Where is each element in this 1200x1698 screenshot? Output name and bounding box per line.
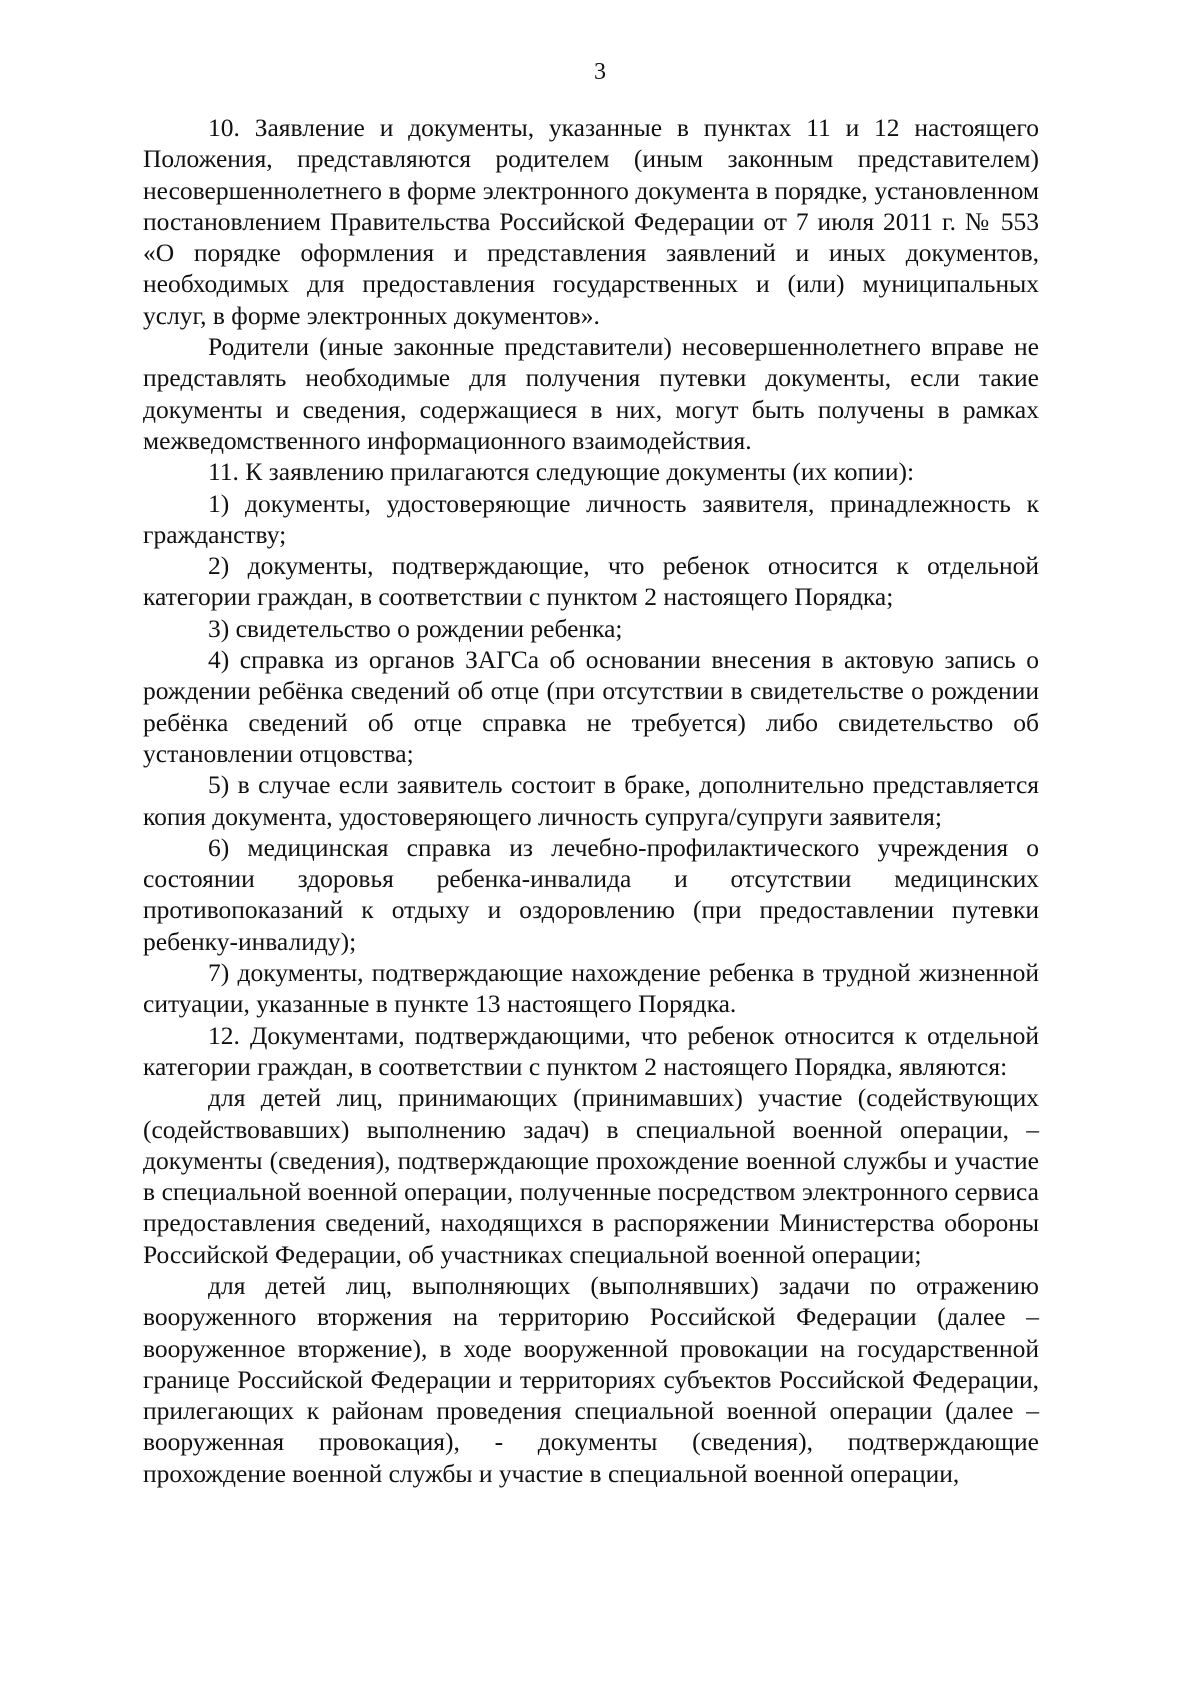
list-item-11-7: 7) документы, подтверждающие нахождение ребенка в трудной жизненной ситуации, указанные в пункте 13 настоящего Порядка. [143,958,1039,1019]
paragraph-10: 10. Заявление и документы, указанные в пунктах 11 и 12 настоящего Положения, представляются родителем (иным законным представителем) несовершеннолетнего в форме электронного документа в порядке, установленном постановлением Правительства Российской Федерации от 7 июля 2011 г. № 553 «О порядке оформления и представления заявлений и иных документов, необходимых для предоставления государственных и (или) муниципальных услуг, в форме электронных документов». [143,113,1039,330]
list-item-11-2: 2) документы, подтверждающие, что ребенок относится к отдельной категории граждан, в соответствии с пунктом 2 настоящего Порядка; [143,551,1039,612]
list-item-11-4: 4) справка из органов ЗАГСа об основании внесения в актовую запись о рождении ребёнка сведений об отце (при отсутствии в свидетельстве о рождении ребёнка сведений об отце справка не требуется) либо свидетельство об установлении отцовства; [143,645,1039,768]
paragraph-12: 12. Документами, подтверждающими, что ребенок относится к отдельной категории граждан, в соответствии с пунктом 2 настоящего Порядка, являются: [143,1020,1039,1081]
page-number: 3 [594,59,606,85]
list-item-11-5: 5) в случае если заявитель состоит в браке, дополнительно представляется копия документа, удостоверяющего личность супруга/супруги заявителя; [143,770,1039,831]
list-item-11-3: 3) свидетельство о рождении ребенка; [208,613,623,643]
paragraph-11: 11. К заявлению прилагаются следующие документы (их копии): [208,457,915,487]
paragraph-parents-right: Родители (иные законные представители) несовершеннолетнего вправе не представлять необходимые для получения путевки документы, если такие документы и сведения, содержащиеся в них, могут быть получены в рамках межведомственного информационного взаимодействия. [143,332,1039,455]
list-item-11-6: 6) медицинская справка из лечебно-профилактического учреждения о состоянии здоровья ребенка-инвалида и отсутствии медицинских противопоказаний к отдыху и оздоровлению (при предоставлении путевки ребенку-инвалиду); [143,832,1039,956]
document-body [143,112,1039,1489]
list-item-11-1: 1) документы, удостоверяющие личность заявителя, принадлежность к гражданству; [143,488,1039,549]
paragraph-12-invasion: для детей лиц, выполняющих (выполнявших) задачи по отражению вооруженного вторжения на территорию Российской Федерации (далее – вооруженное вторжение), в ходе вооруженной провокации на государственной границе Российской Федерации и территориях субъектов Российской Федерации, прилегающих к районам проведения специальной военной операции (далее – вооруженная провокация), - документы (сведения), подтверждающие прохождение военной службы и участие в специальной военной операции, [143,1270,1039,1488]
paragraph-12-svo: для детей лиц, принимающих (принимавших) участие (содействующих (содействовавших) выполнению задач) в специальной военной операции, – документы (сведения), подтверждающие прохождение военной службы и участие в специальной военной операции, полученные посредством электронного сервиса предоставления сведений, находящихся в распоряжении Министерства обороны Российской Федерации, об участниках специальной военной операции; [143,1083,1039,1269]
